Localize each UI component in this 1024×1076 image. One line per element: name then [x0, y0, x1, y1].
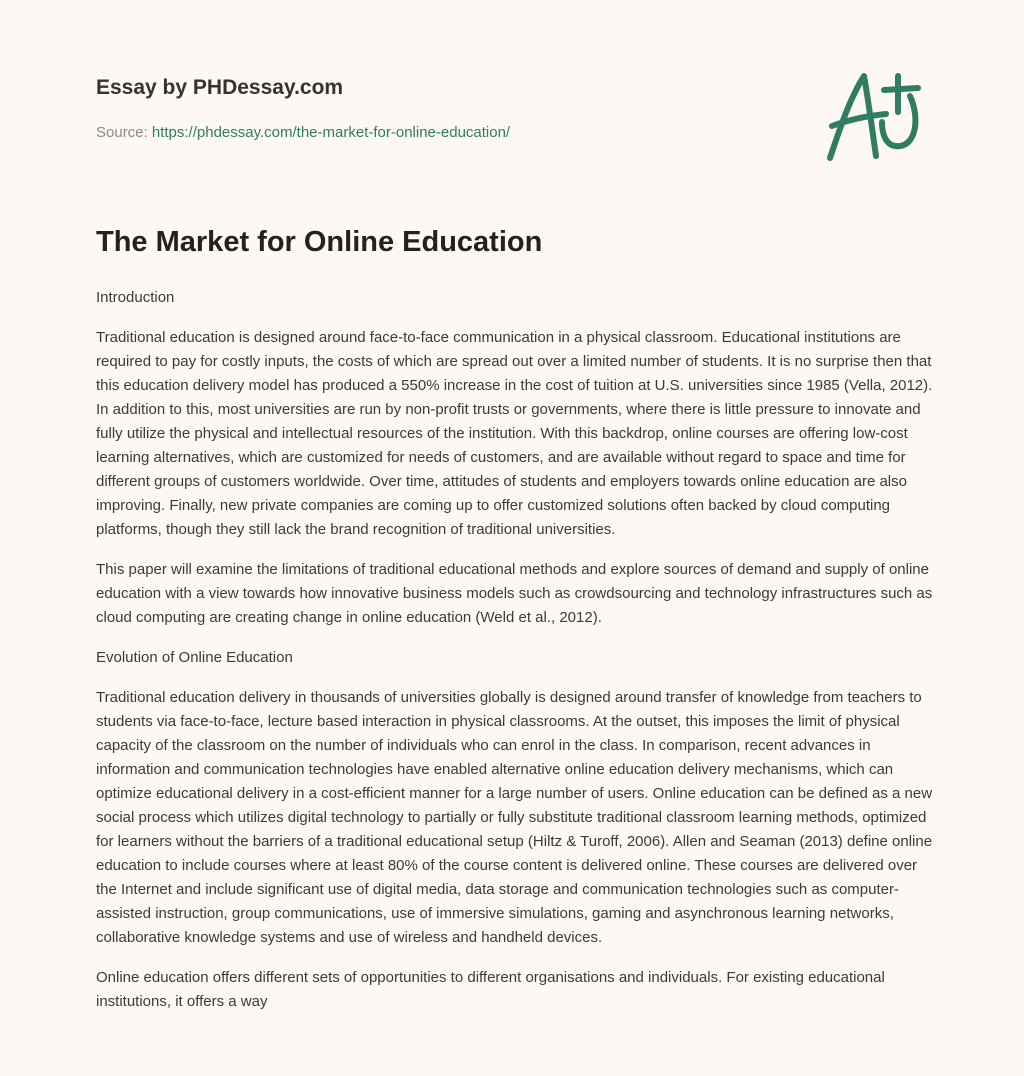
brand-title: Essay by PHDessay.com [96, 76, 344, 99]
paragraph: Online education offers different sets of opportunities to different organisations and individuals. For existing educational institutions, it offers a way [96, 969, 885, 1010]
a-plus-logo-icon [820, 68, 930, 168]
site-header [96, 76, 343, 100]
article-body [96, 286, 934, 1030]
source-link[interactable]: https://phdessay.com/the-market-for-online-education/ [151, 124, 511, 141]
source-line [96, 124, 510, 141]
section-heading-evolution: Evolution of Online Education [96, 649, 293, 666]
paragraph: This paper will examine the limitations of traditional educational methods and explore sources of demand and supply of online education with a view towards how innovative business models such as crowdsourcing and technology infrastructures such as cloud computing are creating change in online education (Weld et al., 2012). [96, 561, 933, 626]
paragraph: Traditional education is designed around face-to-face communication in a physical classroom. Educational institutions are required to pay for costly inputs, the costs of which are spread out over a limited number of students. It is no surprise then that this education delivery model has produced a 550% increase in the cost of tuition at U.S. universities since 1985 (Vella, 2012). In addition to this, most universities are run by non-profit trusts or governments, where there is little pressure to innovate and fully utilize the physical and intellectual resources of the institution. With this backdrop, online courses are offering low-cost learning alternatives, which are customized for needs of customers, and are available without regard to space and time for different groups of customers worldwide. Over time, attitudes of students and employers towards online education are also improving. Finally, new private companies are coming up to offer customized solutions often backed by cloud computing platforms, though they still lack the brand recognition of traditional universities. [96, 329, 933, 538]
section-heading-introduction: Introduction [96, 289, 175, 306]
article-title: The Market for Online Education [96, 226, 543, 258]
source-label: Source: [96, 124, 152, 141]
paragraph: Traditional education delivery in thousands of universities globally is designed around transfer of knowledge from teachers to students via face-to-face, lecture based interaction in physical classrooms. At the outset, this imposes the limit of physical capacity of the classroom on the number of individuals who can enrol in the class. In comparison, recent advances in information and communication technologies have enabled alternative online education delivery mechanisms, which can optimize educational delivery in a cost-efficient manner for a large number of users. Online education can be defined as a new social process which utilizes digital technology to partially or fully substitute traditional classroom learning methods, optimized for learners without the barriers of a traditional educational setup (Hiltz & Turoff, 2006). Allen and Seaman (2013) define online education to include courses where at least 80% of the course content is delivered online. These courses are delivered over the Internet and include significant use of digital media, data storage and communication technologies such as computer-assisted instruction, group communications, use of immersive simulations, gaming and asynchronous learning networks, collaborative knowledge systems and use of wireless and handheld devices. [96, 689, 933, 946]
